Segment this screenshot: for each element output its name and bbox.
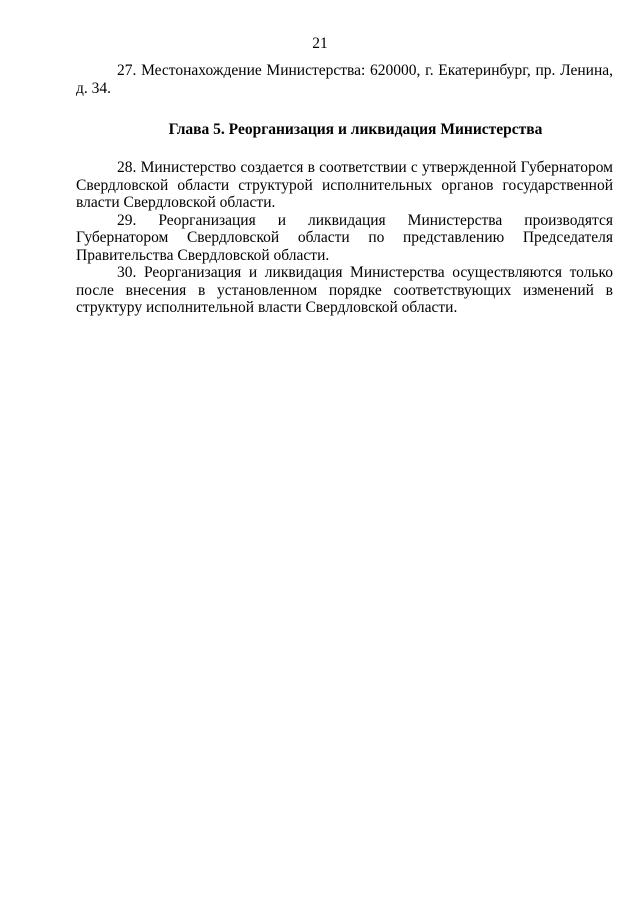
page-number: 21 <box>312 35 328 52</box>
paragraph-29: 29. Реорганизация и ликвидация Министерства производятся Губернатором Свердловской области по представлению Председателя Правительства Свердловской области. <box>76 211 613 264</box>
chapter-heading: Глава 5. Реорганизация и ликвидация Министерства <box>168 121 543 138</box>
paragraph-28: 28. Министерство создается в соответствии с утвержденной Губернатором Свердловской области структурой исполнительных органов государственной власти Свердловской области. <box>76 159 613 211</box>
document-body <box>76 62 613 317</box>
paragraph-30: 30. Реорганизация и ликвидация Министерства осуществляются только после внесения в установленном порядке соответствующих изменений в структуру исполнительной власти Свердловской области. <box>76 264 613 316</box>
paragraph-27: 27. Местонахождение Министерства: 620000, г. Екатеринбург, пр. Ленина, д. 34. <box>76 62 613 97</box>
